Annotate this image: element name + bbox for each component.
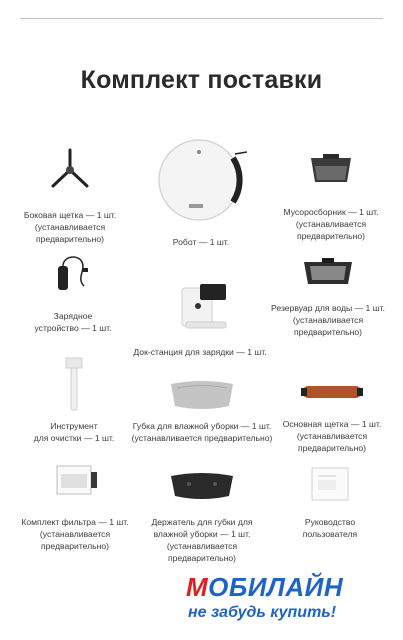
water-tank-caption: Резервуар для воды — 1 шт. (устанавливается предварительно) xyxy=(271,303,385,337)
robot-icon xyxy=(155,134,247,226)
manual-icon xyxy=(306,466,354,502)
item-filter xyxy=(20,464,130,552)
item-charger xyxy=(20,252,126,334)
filter-caption: Комплект фильтра — 1 шт. (устанавливается предварительно) xyxy=(21,517,129,551)
dock-caption: Док-станция для зарядки — 1 шт. xyxy=(133,347,267,357)
logo-tagline: не забудь купить! xyxy=(188,604,337,621)
dustbin-caption: Мусоросборник — 1 шт. (устанавливается предварительно) xyxy=(283,207,379,241)
filter-icon xyxy=(51,464,99,498)
item-dustbin xyxy=(276,152,386,242)
side-brush-caption: Боковая щетка — 1 шт. (устанавливается предварительно) xyxy=(23,210,117,244)
item-robot xyxy=(146,134,256,248)
logo-brand xyxy=(186,572,343,603)
manual-caption: Руководство пользователя xyxy=(302,517,358,539)
top-divider xyxy=(20,18,383,19)
charger-icon xyxy=(48,252,98,294)
mop-caption: Губка для влажной уборки — 1 шт. (устанавливается предварительно) xyxy=(131,421,273,443)
mobilain-logo xyxy=(186,572,382,632)
item-dock xyxy=(130,282,270,358)
robot-caption: Робот — 1 шт. xyxy=(172,237,230,247)
item-cleaning-tool xyxy=(24,356,124,444)
logo-brand-rest: ОБИЛАЙН xyxy=(208,572,344,602)
item-mop xyxy=(130,378,274,444)
mop-holder-caption: Держатель для губки для влажной уборки — 1 шт. (устанавливается предварительно) xyxy=(151,517,253,563)
mop-holder-icon xyxy=(169,470,235,504)
item-side-brush xyxy=(20,146,120,245)
item-manual xyxy=(280,466,380,540)
charger-caption: Зарядное устройство — 1 шт. xyxy=(34,311,112,333)
cleaning-tool-icon xyxy=(64,356,84,412)
item-water-tank xyxy=(266,256,390,338)
item-main-brush xyxy=(276,380,388,454)
main-brush-caption: Основная щетка — 1 шт. (устанавливается предварительно) xyxy=(282,419,382,453)
dustbin-icon xyxy=(307,152,355,188)
cleaning-tool-caption: Инструмент для очистки — 1 шт. xyxy=(33,421,115,443)
mop-pad-icon xyxy=(169,378,235,412)
side-brush-icon xyxy=(45,146,95,194)
dock-station-icon xyxy=(170,282,230,332)
logo-brand-letter: М xyxy=(186,572,209,602)
water-tank-icon xyxy=(300,256,356,290)
item-mop-holder xyxy=(132,470,272,564)
page-title: Комплект поставки xyxy=(80,66,323,94)
main-brush-icon xyxy=(301,380,363,402)
